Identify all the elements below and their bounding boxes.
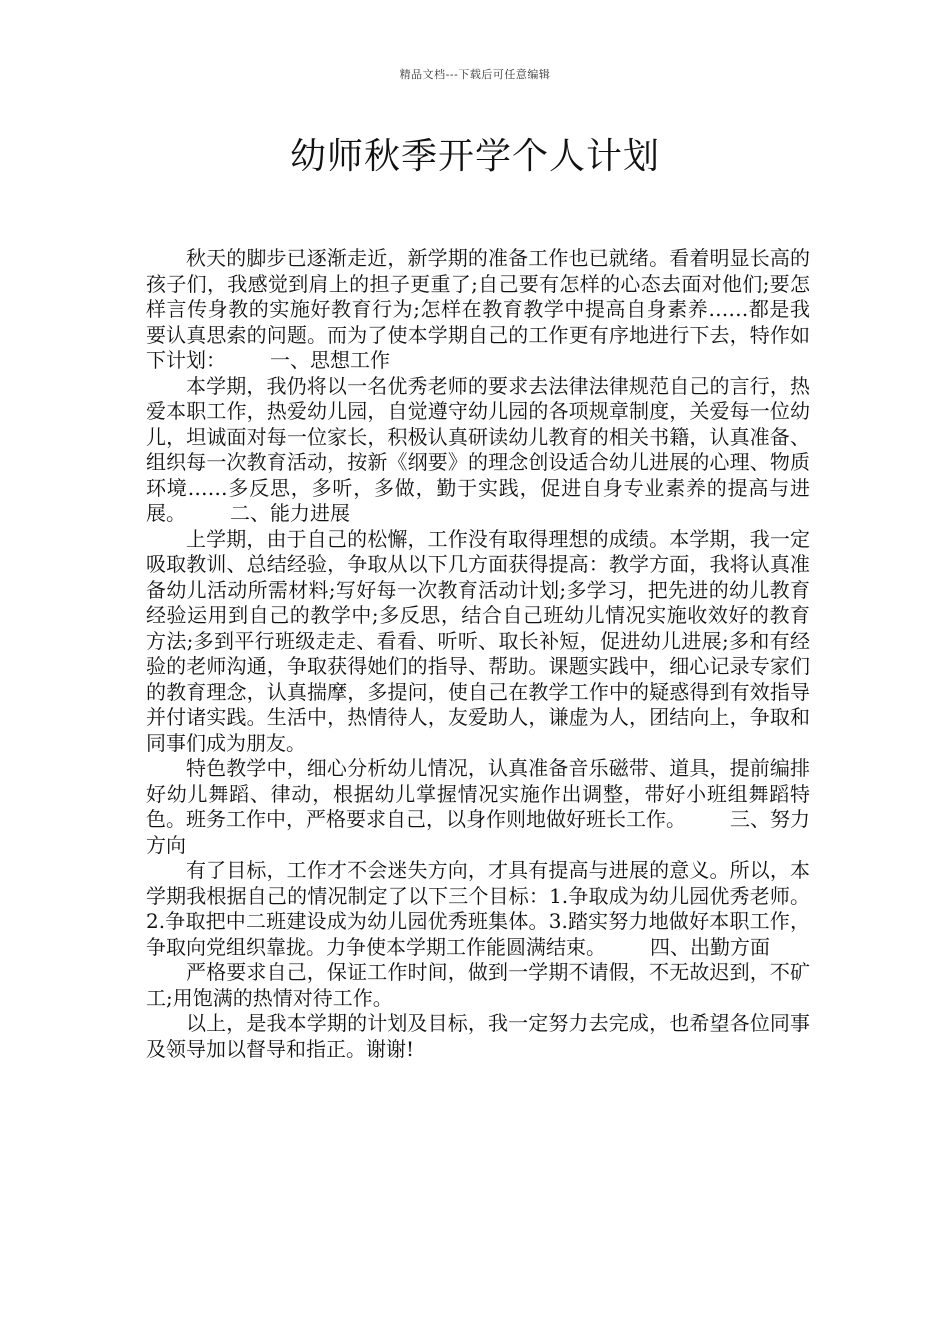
paragraph-effort-direction [146, 858, 810, 960]
paragraph-text: 严格要求自己，保证工作时间，做到一学期不请假，不无故迟到，不矿工;用饱满的热情对待工作。 [146, 960, 810, 1010]
paragraph-intro [146, 246, 810, 374]
paragraph-text: 上学期，由于自己的松懈，工作没有取得理想的成绩。本学期，我一定吸取教训、总结经验，争取从以下几方面获得提高：教学方面，我将认真准备幼儿活动所需材料;写好每一次教育活动计划;多学习，把先进的幼儿教育经验运用到自己的教学中;多反思，结合自己班幼儿情况实施收效好的教育方法;多到平行班级走走、看看、听听、取长补短，促进幼儿进展;多和有经验的老师沟通，争取获得她们的指导、帮助。课题实践中，细心记录专家们的教育理念，认真揣摩，多提问，使自己在教学工作中的疑惑得到有效指导并付诸实践。生活中，热情待人，友爱助人，谦虚为人，团结向上，争取和同事们成为朋友。 [146, 526, 810, 755]
paragraph-thought-work [146, 374, 810, 527]
section-heading-thought-work: 一、思想工作 [270, 348, 390, 372]
section-heading-attendance: 四、出勤方面 [650, 934, 770, 959]
paragraph-closing [146, 1011, 810, 1062]
document-body [146, 246, 810, 1062]
paragraph-special-teaching [146, 756, 810, 858]
paragraph-attendance [146, 960, 810, 1011]
paragraph-text: 有了目标，工作才不会迷失方向，才具有提高与进展的意义。所以，本学期我根据自己的情况制定了以下三个目标：1.争取成为幼儿园优秀老师。2.争取把中二班建设成为幼儿园优秀班集体。3.踏实努力地做好本职工作，争取向党组织靠拢。力争使本学期工作能圆满结束。 [146, 858, 810, 959]
paragraph-text: 秋天的脚步已逐渐走近，新学期的准备工作也已就绪。看着明显长高的孩子们，我感觉到肩上的担子更重了;自己要有怎样的心态去面对他们;要怎样言传身教的实施好教育行为;怎样在教育教学中提高自身素养……都是我要认真思索的问题。而为了使本学期自己的工作更有序地进行下去，特作如下计划： [146, 246, 810, 372]
paragraph-text: 本学期，我仍将以一名优秀老师的要求去法律法律规范自己的言行，热爱本职工作，热爱幼儿园，自觉遵守幼儿园的各项规章制度，关爱每一位幼儿，坦诚面对每一位家长，积极认真研读幼儿教育的相关书籍，认真准备、组织每一次教育活动，按新《纲要》的理念创设适合幼儿进展的心理、物质环境……多反思，多听，多做，勤于实践，促进自身专业素养的提高与进展。 [146, 373, 810, 525]
section-heading-ability-development: 二、能力进展 [230, 501, 350, 525]
paragraph-text: 以上，是我本学期的计划及目标，我一定努力去完成，也希望各位同事及领导加以督导和指正。谢谢! [146, 1011, 810, 1061]
paragraph-text: 特色教学中，细心分析幼儿情况，认真准备音乐磁带、道具，提前编排好幼儿舞蹈、律动，根据幼儿掌握情况实施作出调整，带好小班组舞蹈特色。班务工作中，严格要求自己，以身作则地做好班长工作。 [146, 756, 810, 831]
paragraph-ability-development [146, 527, 810, 757]
page-header-watermark: 精品文档---下载后可任意编辑 [399, 68, 551, 81]
document-title: 幼师秋季开学个人计划 [289, 136, 660, 177]
section-heading-effort-direction: 三、努力方向 [146, 807, 810, 857]
